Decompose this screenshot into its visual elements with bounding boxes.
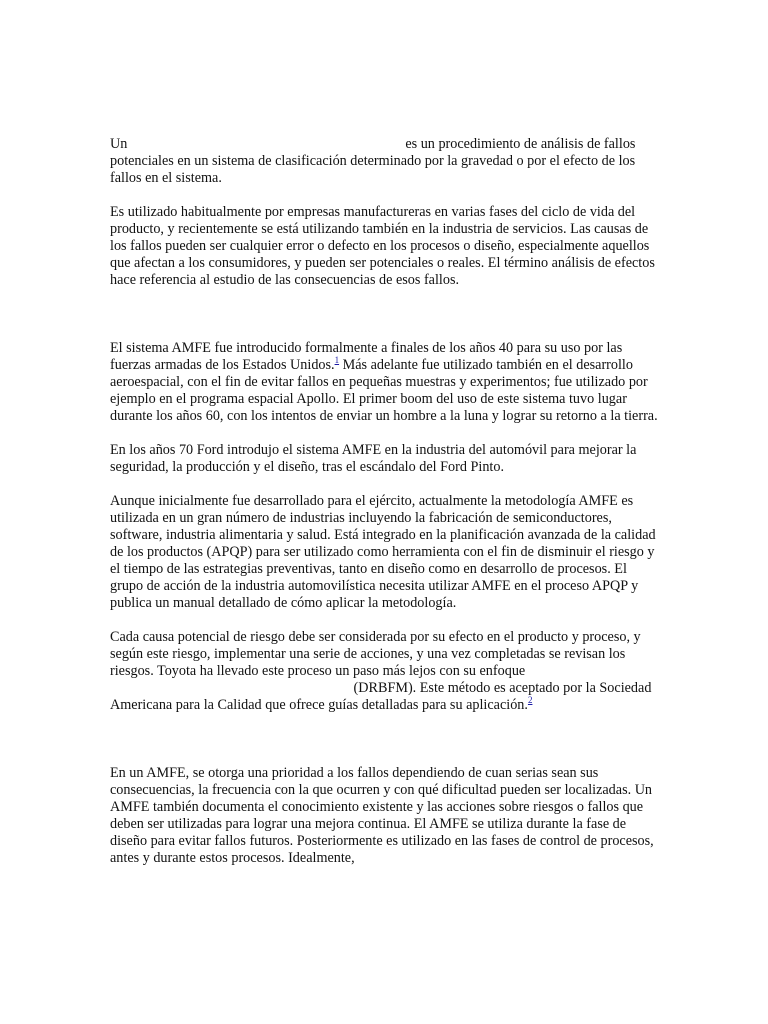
definition-text: es un procedimiento de análisis de fallos potenciales en un sistema de clasificación determinado por la gravedad o por el efecto de los fallos en el sistema. [110, 136, 636, 186]
footnote-link-1[interactable]: 1 [334, 355, 340, 365]
section-spacer [110, 289, 658, 340]
paragraph-ford: En los años 70 Ford introdujo el sistema AMFE en la industria del automóvil para mejorar la seguridad, la producción y el diseño, tras el escándalo del Ford Pinto. [110, 442, 637, 475]
paragraph-industries: Aunque inicialmente fue desarrollado para el ejército, actualmente la metodología AMFE es utilizada en un gran número de industrias incluyendo la fabricación de semiconductores, software, industria alimentaria y salud. Está integrado en la planificación avanzada de la calidad de los productos (APQP) para ser utilizado como herramienta con el fin de disminuir el riesgo y el tiempo de las estrategias preventivas, tanto en diseño como en desarrollo de procesos. El grupo de acción de la industria automovilística necesita utilizar AMFE en el proceso APQP y publica un manual detallado de cómo aplicar la metodología. [110, 493, 656, 611]
history-text-continued: Más adelante fue utilizado también en el desarrollo aeroespacial, con el fin de evitar fallos en pequeñas muestras y experimentos; fue utilizado por ejemplo en el programa espacial Apollo. El primer boom del uso de este sistema tuvo lugar durante los años 60, con los intentos de enviar un hombre a la luna y lograr su retorno a la tierra. [110, 357, 658, 424]
paragraph-spacer [110, 612, 658, 629]
paragraph-definition [110, 136, 658, 187]
definition-lead: Un [110, 136, 128, 152]
section-spacer [110, 714, 658, 765]
risk-text: Cada causa potencial de riesgo debe ser considerada por su efecto en el producto y proceso, y según este riesgo, implementar una serie de acciones, y una vez completadas se revisan los riesgos. Toyota ha llevado este proceso un paso más lejos con su enfoque [110, 629, 641, 679]
history-text: El sistema AMFE fue introducido formalmente a finales de los años 40 para su uso por las fuerzas armadas de los Estados Unidos. [110, 340, 623, 373]
risk-text-continued: (DRBFM). Este método es aceptado por la Sociedad Americana para la Calidad que ofrece guías detalladas para su aplicación. [110, 680, 652, 713]
paragraph-spacer [110, 425, 658, 442]
paragraph-risk [110, 629, 658, 714]
paragraph-spacer [110, 187, 658, 204]
footnote-link-2[interactable]: 2 [527, 695, 533, 705]
paragraph-history [110, 340, 658, 425]
paragraph-priority: En un AMFE, se otorga una prioridad a los fallos dependiendo de cuan serias sean sus consecuencias, la frecuencia con la que ocurren y con qué dificultad pueden ser localizadas. Un AMFE también documenta el conocimiento existente y las acciones sobre riesgos o fallos que deben ser utilizadas para lograr una mejora continua. El AMFE se utiliza durante la fase de diseño para evitar fallos futuros. Posteriormente es utilizado en las fases de control de procesos, antes y durante estos procesos. Idealmente, [110, 765, 654, 866]
paragraph-usage: Es utilizado habitualmente por empresas manufactureras en varias fases del ciclo de vida del producto, y recientemente se está utilizando también en la industria de servicios. Las causas de los fallos pueden ser cualquier error o defecto en los procesos o diseño, especialmente aquellos que afectan a los consumidores, y pueden ser potenciales o reales. El término análisis de efectos hace referencia al estudio de las consecuencias de esos fallos. [110, 204, 655, 288]
paragraph-spacer [110, 476, 658, 493]
document-body [110, 136, 658, 867]
